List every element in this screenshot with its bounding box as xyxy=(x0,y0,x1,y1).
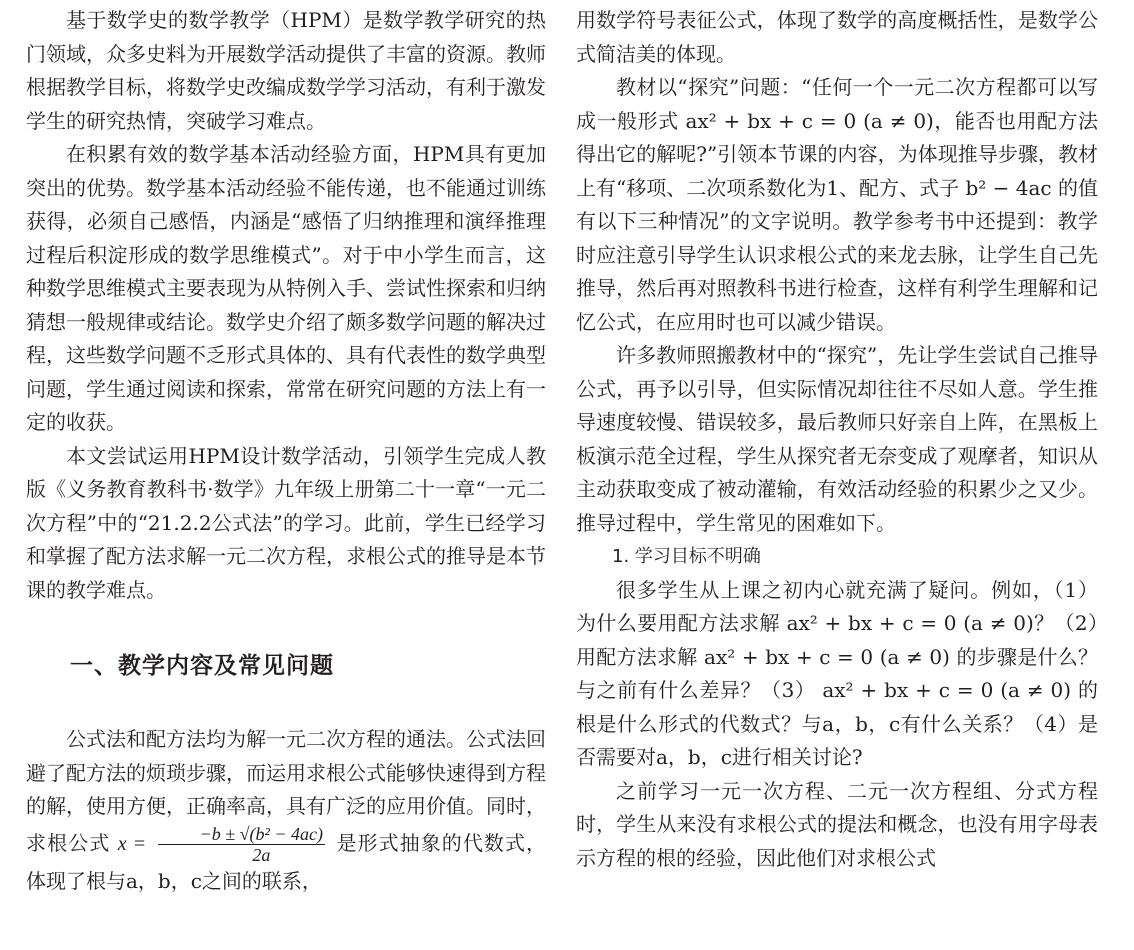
section-heading: 一、教学内容及常见问题 xyxy=(70,653,334,679)
paragraph-hpm-intro: 基于数学史的数学教学（HPM）是数学教学研究的热门领域，众多史料为开展数学活动提供了丰富的资源。教师根据教学目标，将数学史改编成数学学习活动，有利于激发学生的研究热情，突破学习难点。 xyxy=(26,8,546,133)
subheading-learning-goal: 1. 学习目标不明确 xyxy=(612,546,761,567)
formula-numerator: −b ± √(b² − 4ac) xyxy=(158,824,325,845)
paragraph-common-difficulties: 许多教师照搬教材中的“探究”，先让学生尝试自己推导公式，再予以引导，但实际情况却往往不尽如人意。学生推导速度较慢、错误较多，最后教师只好亲自上阵，在黑板上板演示范全过程，学生从探究者无奈变成了观摩者，知识从主动获取变成了被动灌输，有效活动经验的积累少之又少。推导过程中，学生常见的困难如下。 xyxy=(576,343,1098,535)
formula-lhs: x = xyxy=(117,832,147,855)
paragraph-activity-experience: 在积累有效的数学基本活动经验方面，HPM具有更加突出的优势。数学基本活动经验不能传递，也不能通过训练获得，必须自己感悟，内涵是“感悟了归纳推理和演绎推理过程后积淀形成的数学思维模式”。对于中小学生而言，这种数学思维模式主要表现为从特例入手、尝试性探索和归纳猜想一般规律或结论。数学史介绍了颇多数学问题的解决过程，这些数学问题不乏形式具体的、具有代表性的数学典型问题，学生通过阅读和探索，常常在研究问题的方法上有一定的收获。 xyxy=(26,142,546,434)
formula-denominator: 2a xyxy=(252,844,271,865)
paragraph-formula-method xyxy=(26,723,546,898)
quadratic-formula-fraction xyxy=(158,824,325,865)
right-column xyxy=(576,4,1098,875)
paragraph-continuation: 用数学符号表征公式，体现了数学的高度概括性，是数学公式简洁美的体现。 xyxy=(576,8,1098,66)
paragraph-textbook-exploration: 教材以“探究”问题：“任何一个一元二次方程都可以写成一般形式 ax² + bx + c = 0 (a ≠ 0)，能否也用配方法得出它的解呢?”引领本节课的内容，为体现推导步骤，教材上有“移项、二次项系数化为1、配方、式子 b² − 4ac 的值有以下三种情况”的文字说明。教学参考书中还提到：教学时应注意引导学生认识求根公式的来龙去脉，让学生自己先推导，然后再对照教科书进行检查，这样有利学生理解和记忆公式，在应用时也可以减少错误。 xyxy=(576,75,1098,334)
left-column xyxy=(26,4,546,898)
paragraph-prior-learning: 之前学习一元一次方程、二元一次方程组、分式方程时，学生从来没有求根公式的提法和概念，也没有用字母表示方程的根的经验，因此他们对求根公式 xyxy=(576,778,1098,870)
paragraph-article-purpose: 本文尝试运用HPM设计数学活动，引领学生完成人教版《义务教育教科书·数学》九年级上册第二十一章“一元二次方程”中的“21.2.2公式法”的学习。此前，学生已经学习和掌握了配方法求解一元二次方程，求根公式的推导是本节课的教学难点。 xyxy=(26,443,546,602)
paragraph-formula-method-text-b: 是形式抽象的代数式，体现了根与a，b，c之间的联系， xyxy=(26,830,547,893)
paragraph-student-questions: 很多学生从上课之初内心就充满了疑问。例如，（1）为什么要用配方法求解 ax² + bx + c = 0 (a ≠ 0)？（2）用配方法求解 ax² + bx + c = 0 (a ≠ 0) 的步骤是什么？与之前有什么差异？（3） ax² + bx + c = 0 (a ≠ 0) 的根是什么形式的代数式？与a，b，c有什么关系？（4）是否需要对a，b，c进行相关讨论? xyxy=(576,577,1098,769)
paragraph-formula-method-text-a: 公式法和配方法均为解一元二次方程的通法。公式法回避了配方法的烦琐步骤，而运用求根公式能够快速得到方程的解，使用方便，正确率高，具有广泛的应用价值。同时，求根公式 xyxy=(26,727,546,855)
